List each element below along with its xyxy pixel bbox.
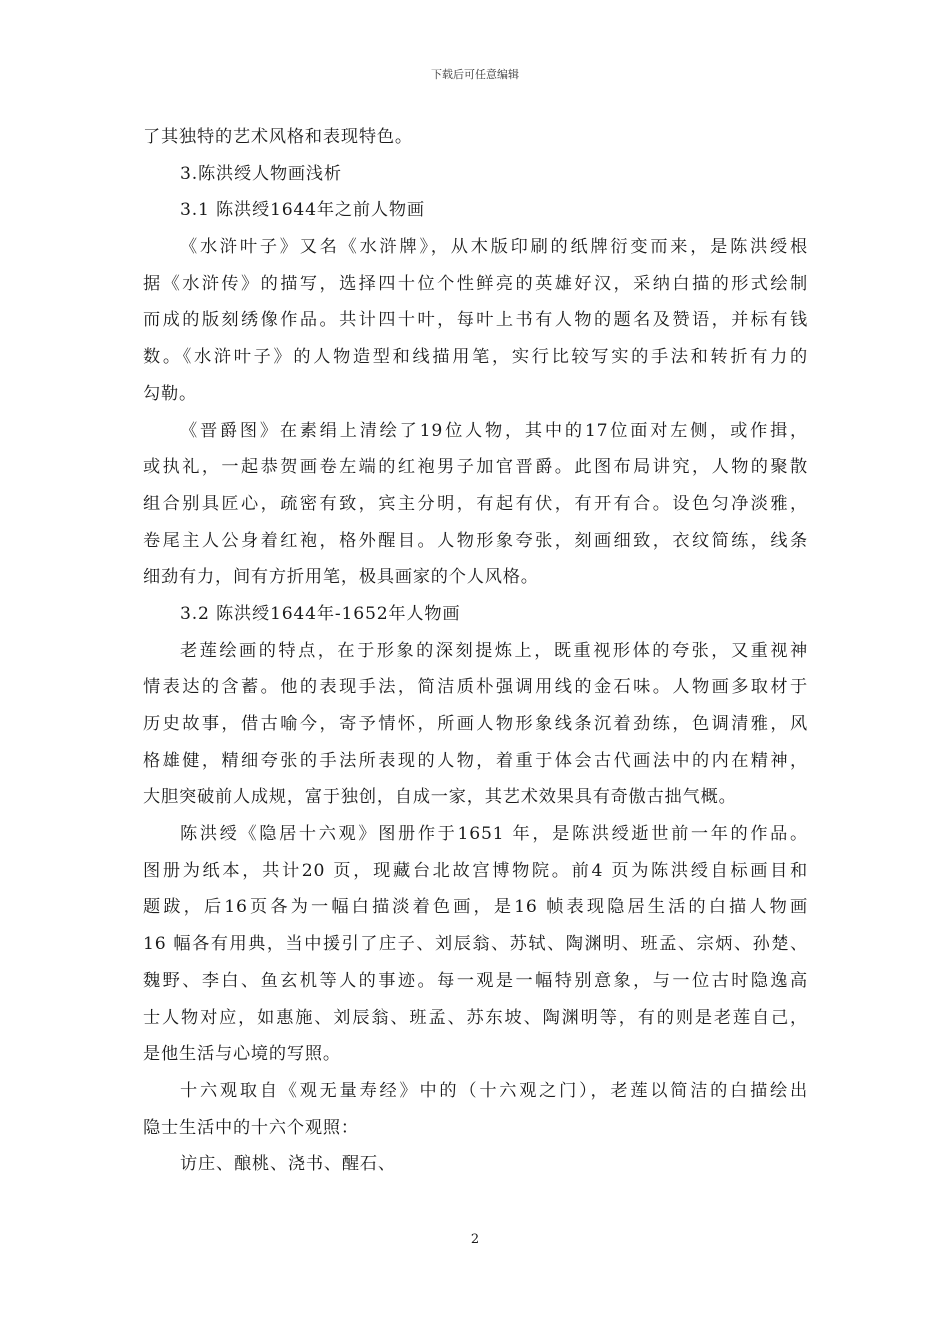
paragraph-line: 魏野、李白、鱼玄机等人的事迹。每一观是一幅特别意象，与一位古时隐逸高 <box>143 970 808 991</box>
paragraph-line: 老莲绘画的特点，在于形象的深刻提炼上，既重视形体的夸张，又重视神 <box>180 640 808 661</box>
subsection-heading: 3.1 陈洪绶1644年之前人物画 <box>180 200 425 221</box>
document-body <box>143 119 808 1183</box>
paragraph-line: 图册为纸本，共计20 页，现藏台北故宫博物院。前4 页为陈洪绶自标画目和 <box>143 860 808 881</box>
paragraph-line: 《晋爵图》在素绢上清绘了19位人物，其中的17位面对左侧，或作揖， <box>180 420 808 441</box>
paragraph-line: 是他生活与心境的写照。 <box>143 1044 341 1065</box>
paragraph-line: 勾勒。 <box>143 383 197 404</box>
paragraph-line: 或执礼，一起恭贺画卷左端的红袍男子加官晋爵。此图布局讲究，人物的聚散 <box>143 457 808 478</box>
paragraph-line: 大胆突破前人成规，富于独创，自成一家，其艺术效果具有奇傲古拙气概。 <box>143 787 737 808</box>
paragraph-line: 组合别具匠心，疏密有致，宾主分明，有起有伏，有开有合。设色匀净淡雅， <box>143 493 808 514</box>
paragraph-line: 士人物对应，如惠施、刘辰翁、班孟、苏东坡、陶渊明等，有的则是老莲自己， <box>143 1007 808 1028</box>
paragraph-line: 访庄、酿桃、浇书、醒石、 <box>180 1154 396 1175</box>
paragraph-line: 数。《水浒叶子》的人物造型和线描用笔，实行比较写实的手法和转折有力的 <box>143 347 808 368</box>
paragraph-line: 卷尾主人公身着红袍，格外醒目。人物形象夸张，刻画细致，衣纹简练，线条 <box>143 530 808 551</box>
paragraph-line: 《水浒叶子》又名《水浒牌》，从木版印刷的纸牌衍变而来，是陈洪绶根 <box>180 237 808 258</box>
paragraph-line: 历史故事，借古喻今，寄予情怀，所画人物形象线条沉着劲练，色调清雅，风 <box>143 714 808 734</box>
paragraph-line: 情表达的含蓄。他的表现手法，简洁质朴强调用线的金石味。人物画多取材于 <box>143 677 808 698</box>
page-header-note: 下载后可任意编辑 <box>431 68 519 81</box>
paragraph-line: 据《水浒传》的描写，选择四十位个性鲜亮的英雄好汉，采纳白描的形式绘制 <box>143 273 808 294</box>
section-heading: 3.陈洪绶人物画浅析 <box>180 163 342 184</box>
paragraph-line: 格雄健，精细夸张的手法所表现的人物，着重于体会古代画法中的内在精神， <box>143 750 808 771</box>
paragraph-line: 隐士生活中的十六个观照： <box>143 1117 359 1138</box>
text-line: 了其独特的艺术风格和表现特色。 <box>143 127 413 147</box>
paragraph-line: 16 幅各有用典，当中援引了庄子、刘辰翁、苏轼、陶渊明、班孟、宗炳、孙楚、 <box>143 934 808 955</box>
paragraph-line: 而成的版刻绣像作品。共计四十叶，每叶上书有人物的题名及赞语，并标有钱 <box>143 310 808 331</box>
paragraph-line: 细劲有力，间有方折用笔，极具画家的个人风格。 <box>143 567 539 588</box>
subsection-heading: 3.2 陈洪绶1644年-1652年人物画 <box>180 603 461 624</box>
paragraph-line: 十六观取自《观无量寿经》中的（十六观之门），老莲以简洁的白描绘出 <box>180 1080 808 1101</box>
page-number: 2 <box>470 1232 480 1247</box>
paragraph-line: 陈洪绶《隐居十六观》图册作于1651 年，是陈洪绶逝世前一年的作品。 <box>180 824 808 845</box>
paragraph-line: 题跋，后16页各为一幅白描淡着色画，是16 帧表现隐居生活的白描人物画 <box>143 897 808 918</box>
